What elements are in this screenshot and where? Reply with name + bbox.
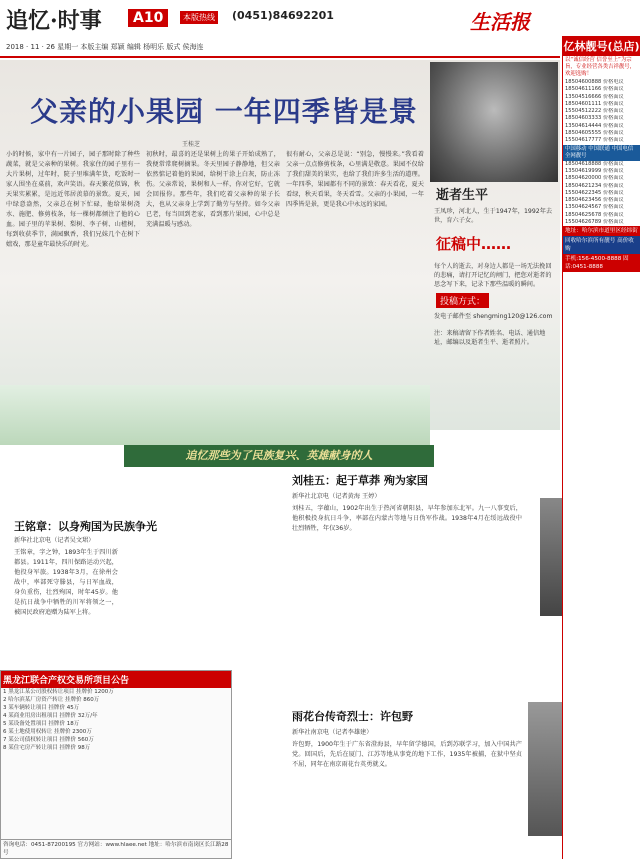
number-ad-hotline[interactable]: 手机:156-4500-8888 固话:0451-8888 bbox=[563, 254, 640, 272]
number-ad-buyback: 回收哈尔滨所有靓号 高价收购 bbox=[563, 236, 640, 254]
article-title-wang: 王铭章：以身殉国为民族争光 bbox=[14, 520, 157, 533]
phone-number-item: 18504618888 价格面议 bbox=[565, 160, 624, 167]
newspaper-logo: 生活报 bbox=[470, 10, 530, 34]
solicit-text: 每个人的逝去，对身边人都是一场无法挽回的悲痛，请打开记忆的闸门，把您对逝者的思念写下来，记录下那些温暖的瞬间。 bbox=[434, 263, 552, 288]
section-title: 追忆·时事 bbox=[6, 8, 102, 34]
issue-meta: 2018 · 11 · 26 星期一 本版主编 郑颖 编辑 杨明乐 版式 侯海连 bbox=[6, 43, 204, 51]
number-ad-address: 地址：哈尔滨市道里区经纬街 bbox=[563, 226, 640, 236]
number-ad-subtitle: 以“诚信经营 信誉至上”为宗旨，专业经营各类吉祥靓号，欢迎选购！ bbox=[565, 57, 636, 77]
main-col-2: 初秋时，最喜的还是果树上的果子开始成熟了，我便常常爬树摘果。冬天里园子静静地，但父亲依然惦记着他的果园，给树干涂上白灰，防止冻伤。父亲常说，果树和人一样，你对它好，它就会回报你。那些年，我们吃着父亲种的果子长大，也从父亲身上学到了勤劳与坚持。如今父亲已老，每当回到老家，看到那片果园，心中总是充满温暖与感动。 bbox=[146, 151, 280, 228]
ad-row: 2 哈尔滨某厂房资产转让 挂牌价 860万 bbox=[3, 697, 100, 703]
ad-row: 3 某车辆转让项目 挂牌价 45万 bbox=[3, 705, 80, 711]
ad-row: 8 某住宅房产转让项目 挂牌价 98万 bbox=[3, 745, 91, 751]
phone-number-item: 18504621234 价格面议 bbox=[565, 182, 624, 189]
ad-header: 黑龙江联合产权交易所项目公告 bbox=[1, 671, 231, 688]
submission-label: 投稿方式： bbox=[436, 293, 489, 308]
ad-row: 4 某商业用房出租项目 挂牌价 32万/年 bbox=[3, 713, 98, 719]
exchange-ad bbox=[0, 670, 232, 859]
phone-number-item: 18504620000 价格面议 bbox=[565, 175, 624, 182]
portrait-photo bbox=[430, 62, 558, 182]
ad-footer: 咨询电话：0451-87200195 官方网站：www.hlaee.net 地址：哈尔滨市南岗区长江路28号 bbox=[1, 839, 231, 858]
phone-number-item: 13504516666 价格面议 bbox=[565, 93, 624, 100]
number-ad-title: 亿林靓号(总店) bbox=[563, 36, 640, 56]
phone-number-item: 18504603333 价格面议 bbox=[565, 115, 624, 122]
article-title-xu: 雨花台传奇烈士：许包野 bbox=[292, 710, 413, 723]
page-number: A10 bbox=[128, 9, 168, 27]
article-title-liu: 刘桂五：起于草莽 殉为家国 bbox=[292, 474, 428, 487]
main-headline: 父亲的小果园 一年四季皆是景 bbox=[30, 95, 418, 128]
number-ad-band: 中国移动 中国联通 中国电信 全网靓号 bbox=[563, 145, 640, 161]
article-byline-xu: 新华社南京电（记者李雄建） bbox=[292, 729, 373, 736]
main-byline: 王桂芝 bbox=[182, 141, 201, 148]
phone-number-item: 15504512222 价格面议 bbox=[565, 108, 624, 115]
masthead bbox=[0, 0, 560, 58]
ad-row: 5 某设备处置项目 挂牌价 18万 bbox=[3, 721, 80, 727]
ad-row: 7 某公司债权转让项目 挂牌价 560万 bbox=[3, 737, 94, 743]
number-list-2 bbox=[563, 161, 640, 227]
article-body-wang-cont bbox=[124, 536, 274, 666]
article-body-wang: 王铭章，字之钟，1893年生于四川新都县。1911年，四川保路运动兴起，他投身军旅。1938年3月，在徐州会战中，率部死守滕县，与日军血战，身负重伤，壮烈殉国，时年45岁。他是抗日战争中牺牲的川军将领之一，被国民政府追赠为陆军上将。 bbox=[14, 549, 118, 616]
phone-number-item: 13504614444 价格面议 bbox=[565, 122, 624, 129]
phone-number-item: 18504601111 价格面议 bbox=[565, 100, 624, 107]
number-list bbox=[563, 79, 640, 145]
number-ad-column bbox=[562, 36, 640, 859]
phone-number-item: 18504611166 价格面议 bbox=[565, 86, 624, 93]
phone-number-item: 18504600888 价格电议 bbox=[565, 79, 624, 85]
ad-row: 1 黑龙江某公司股权转让项目 挂牌价 1200万 bbox=[3, 689, 114, 695]
article-body-xu: 许包野，1900年生于广东省澄海县，早年留学德国，后到苏联学习，加入中国共产党。回国后，先后在厦门、江苏等地从事党的地下工作，1935年被捕，在狱中坚贞不屈，同年在南京雨花台英勇就义。 bbox=[292, 741, 522, 768]
phone-number-item: 18504625678 价格面议 bbox=[565, 211, 624, 218]
obituary-text: 王凤珍，河北人，生于1947年，1992年去世，育六子女。 bbox=[434, 208, 553, 224]
phone-number-item: 15504617777 价格面议 bbox=[565, 137, 624, 144]
phone-number-item: 13504624567 价格面议 bbox=[565, 204, 624, 211]
section-banner: 追忆那些为了民族复兴、英雄献身的人 bbox=[124, 445, 434, 467]
hotline-number: (0451)84692201 bbox=[232, 9, 334, 22]
phone-number-item: 18504623456 价格面议 bbox=[565, 197, 624, 204]
phone-number-item: 18504605555 价格面议 bbox=[565, 130, 624, 137]
obituary-title: 逝者生平 bbox=[436, 188, 489, 203]
submission-email[interactable]: 发电子邮件至 shengming120@126.com bbox=[434, 313, 553, 320]
article-byline-wang: 新华社北京电（记者吴文珺） bbox=[14, 537, 95, 544]
flower-decoration bbox=[0, 385, 430, 445]
main-col-3: 很有耐心，父亲总是说：“别急，慢慢来。”我看着父亲一点点修剪枝条，心里满是敬意。果园不仅给了我们甜美的果实，也给了我们许多生活的道理。一年四季，果园都有不同的景致：春天看花，夏天看绿，秋天看果，冬天看雪。父亲的小果园，一年四季皆是景，更是我心中永远的家园。 bbox=[286, 151, 424, 208]
submission-note: 注：来稿请留下作者姓名、电话、通信地址，邮编以及逝者生平、逝者照片。 bbox=[434, 330, 546, 346]
phone-number-item: 15504626789 价格面议 bbox=[565, 219, 624, 226]
article-byline-liu: 新华社北京电（记者黄海 王婷） bbox=[292, 493, 381, 500]
hotline-tag: 本版热线 bbox=[180, 11, 218, 24]
obituary-box bbox=[430, 184, 558, 351]
solicit-title: 征稿中…… bbox=[436, 235, 512, 253]
phone-number-item: 13504619999 价格面议 bbox=[565, 167, 624, 174]
phone-number-item: 15504622345 价格面议 bbox=[565, 189, 624, 196]
main-col-1: 小的时候，家中有一片园子，园子那时除了种些蔬菜，就是父亲种的果树。我家住的园子里有一大片果树，过年时，院子里堆满年货，吃饭时一家人围坐在桌前，欢声笑语。春天繁花似锦，秋天果实累累，是远近邻居羡慕的景致。夏天，园中绿意盎然，父亲总在树下忙碌，他给果树浇水、施肥、修剪枝条，每一棵树都倾注了他的心血。园子里的苹果树、梨树、李子树、山楂树，每到收获季节，满园飘香，我们兄妹几个在树下嬉戏，那是童年最快乐的时光。 bbox=[6, 151, 140, 248]
article-body-liu: 刘桂五，字蕴山，1902年出生于热河省朝阳县，早年参加东北军。九一八事变后，他积极投身抗日斗争，率部在内蒙古等地与日伪军作战。1938年4月在绥远战役中壮烈牺牲，年仅36岁。 bbox=[292, 505, 522, 532]
ad-row: 6 某土地使用权转让 挂牌价 2300万 bbox=[3, 729, 92, 735]
